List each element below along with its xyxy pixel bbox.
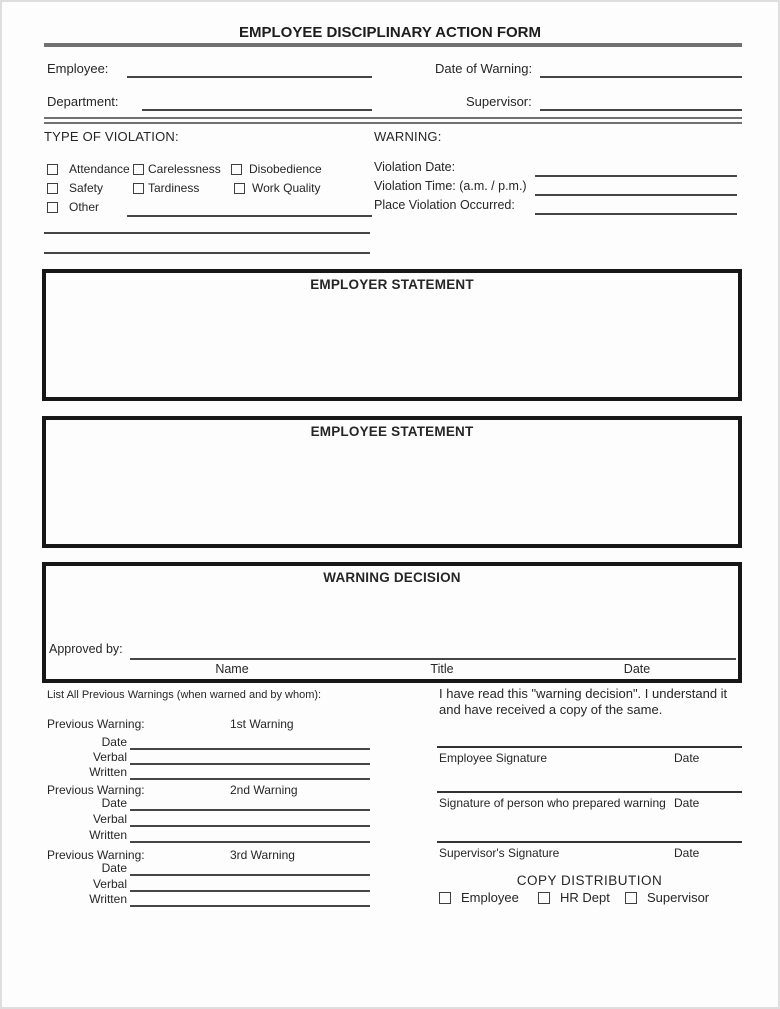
violation-time-line[interactable] <box>535 194 737 196</box>
preparer-signature-line[interactable] <box>437 791 742 793</box>
checkbox-other-label: Other <box>69 200 100 214</box>
warning-3-verbal-line[interactable] <box>130 890 370 892</box>
previous-warning-1-ordinal: 1st Warning <box>230 717 294 731</box>
department-field-label: Department: <box>47 94 119 109</box>
employee-signature-line[interactable] <box>437 746 742 748</box>
title-rule <box>44 43 742 47</box>
warning-2-written-line[interactable] <box>130 841 370 843</box>
section-divider <box>44 117 742 124</box>
employee-statement-box[interactable] <box>42 416 742 548</box>
previous-warning-1-label: Previous Warning: <box>47 717 145 731</box>
warning-3-date-label: Date <box>101 861 127 875</box>
approved-name-column-label: Name <box>215 662 249 676</box>
date-of-warning-label: Date of Warning: <box>435 61 533 76</box>
warning-3-written-label: Written <box>89 892 127 906</box>
violation-extra-line-1[interactable] <box>44 232 370 234</box>
violation-date-line[interactable] <box>535 175 737 177</box>
checkbox-copy-supervisor[interactable] <box>625 892 637 904</box>
warning-2-verbal-line[interactable] <box>130 825 370 827</box>
approved-title-column-label: Title <box>430 662 454 676</box>
checkbox-attendance-label: Attendance <box>69 162 130 176</box>
preparer-signature-date-label: Date <box>674 796 700 810</box>
checkbox-tardiness-label: Tardiness <box>148 181 200 195</box>
supervisor-signature-label: Supervisor's Signature <box>439 846 560 860</box>
employee-statement-title: EMPLOYEE STATEMENT <box>310 424 474 439</box>
warning-1-verbal-label: Verbal <box>92 750 127 764</box>
employer-statement-box[interactable] <box>42 269 742 401</box>
approved-date-column-label: Date <box>623 662 651 676</box>
preparer-signature-label: Signature of person who prepared warning <box>439 796 666 810</box>
previous-warning-2-label: Previous Warning: <box>47 783 145 797</box>
checkbox-copy-hr-dept[interactable] <box>538 892 550 904</box>
previous-warnings-heading: List All Previous Warnings (when warned and by whom): <box>47 689 322 701</box>
employee-field-label: Employee: <box>47 61 109 76</box>
warning-1-date-line[interactable] <box>130 748 370 750</box>
checkbox-tardiness[interactable] <box>133 183 144 194</box>
warning-2-date-line[interactable] <box>130 809 370 811</box>
checkbox-attendance[interactable] <box>47 164 58 175</box>
warning-1-written-label: Written <box>89 765 127 779</box>
checkbox-carelessness[interactable] <box>133 164 144 175</box>
checkbox-disobedience-label: Disobedience <box>249 162 322 176</box>
copy-supervisor-label: Supervisor <box>647 890 710 905</box>
violation-section-heading: TYPE OF VIOLATION: <box>44 129 179 144</box>
checkbox-safety-label: Safety <box>69 181 104 195</box>
other-violation-line[interactable] <box>127 215 372 217</box>
warning-1-date-label: Date <box>101 735 127 749</box>
approved-by-label: Approved by: <box>49 642 123 656</box>
employee-signature-label: Employee Signature <box>439 751 548 765</box>
supervisor-signature-line[interactable] <box>437 841 742 843</box>
department-field-line[interactable] <box>142 109 372 111</box>
checkbox-disobedience[interactable] <box>231 164 242 175</box>
supervisor-field-label: Supervisor: <box>466 94 532 109</box>
warning-decision-box[interactable] <box>42 562 742 683</box>
warning-3-written-line[interactable] <box>130 905 370 907</box>
copy-employee-label: Employee <box>461 890 519 905</box>
violation-date-label: Violation Date: <box>374 160 456 174</box>
date-of-warning-line[interactable] <box>540 76 742 78</box>
checkbox-work-quality-label: Work Quality <box>252 181 321 195</box>
acknowledgment-text: I have read this "warning decision". I understand it and have received a copy of the same. <box>439 686 728 717</box>
previous-warning-3-ordinal: 3rd Warning <box>230 848 295 862</box>
employee-field-line[interactable] <box>127 76 372 78</box>
warning-3-date-line[interactable] <box>130 874 370 876</box>
place-violation-line[interactable] <box>535 213 737 215</box>
previous-warning-2-ordinal: 2nd Warning <box>230 783 298 797</box>
checkbox-copy-employee[interactable] <box>439 892 451 904</box>
warning-1-written-line[interactable] <box>130 778 370 780</box>
checkbox-work-quality[interactable] <box>234 183 245 194</box>
warning-section-heading: WARNING: <box>374 129 442 144</box>
checkbox-other[interactable] <box>47 202 58 213</box>
previous-warning-3-label: Previous Warning: <box>47 848 145 862</box>
checkbox-safety[interactable] <box>47 183 58 194</box>
checkbox-carelessness-label: Carelessness <box>148 162 221 176</box>
warning-1-verbal-line[interactable] <box>130 763 370 765</box>
place-violation-label: Place Violation Occurred: <box>374 198 515 212</box>
warning-2-verbal-label: Verbal <box>92 812 127 826</box>
warning-2-date-label: Date <box>101 796 127 810</box>
form-title: EMPLOYEE DISCIPLINARY ACTION FORM <box>239 24 541 41</box>
copy-hr-dept-label: HR Dept <box>560 890 610 905</box>
violation-time-label: Violation Time: (a.m. / p.m.) <box>374 179 527 193</box>
warning-2-written-label: Written <box>89 828 127 842</box>
warning-decision-title: WARNING DECISION <box>323 570 461 585</box>
supervisor-signature-date-label: Date <box>674 846 700 860</box>
approved-by-line[interactable] <box>130 658 736 660</box>
employee-signature-date-label: Date <box>674 751 700 765</box>
violation-extra-line-2[interactable] <box>44 252 370 254</box>
copy-distribution-heading: COPY DISTRIBUTION <box>516 873 663 888</box>
warning-3-verbal-label: Verbal <box>92 877 127 891</box>
supervisor-field-line[interactable] <box>540 109 742 111</box>
employer-statement-title: EMPLOYER STATEMENT <box>310 277 474 292</box>
